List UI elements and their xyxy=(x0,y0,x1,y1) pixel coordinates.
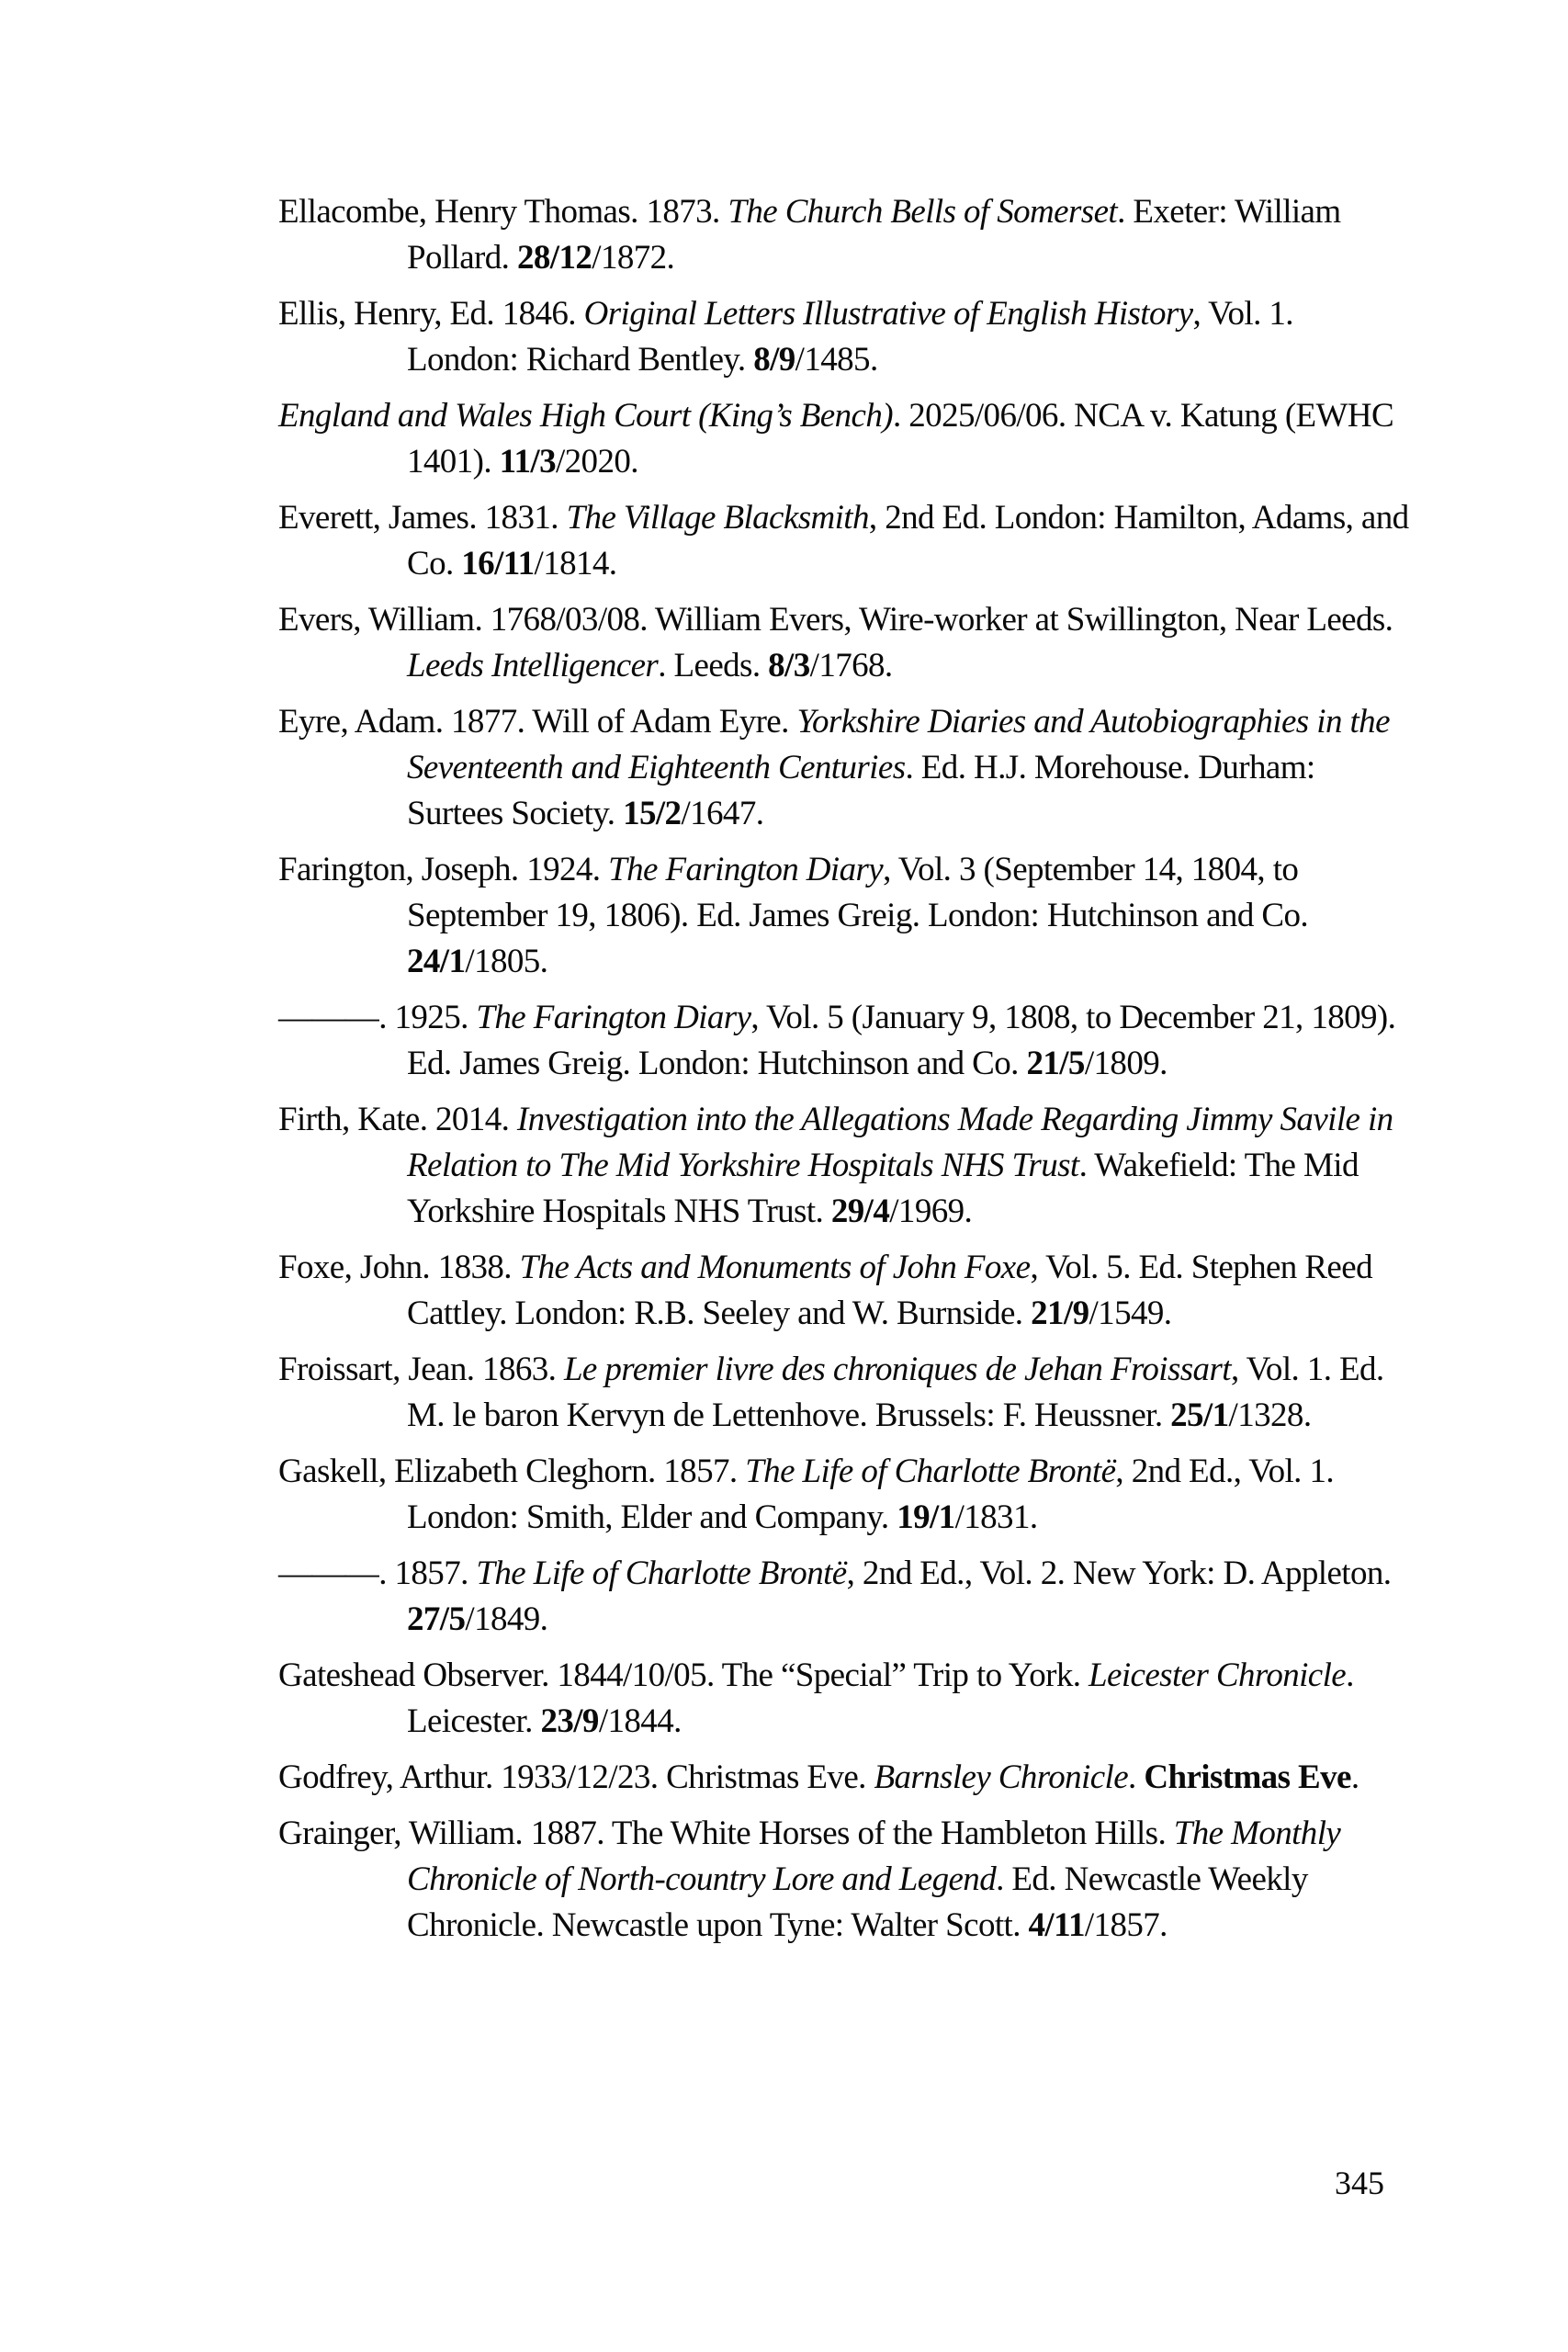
entry-text-segment: 8/3 xyxy=(768,647,810,684)
entry-text-segment: , 2nd Ed., Vol. 2. New York: D. Appleton. xyxy=(846,1555,1392,1592)
entry-text-segment: Grainger, William. 1887. The White Horses of the Hambleton Hills. xyxy=(278,1815,1174,1852)
entry-text-segment: Investigation into the Allegations Made Regarding Jimmy Savile in Relation to The Mid Yorkshire Hospitals NHS Trust xyxy=(407,1101,1393,1184)
entry-text-segment: Foxe, John. 1838. xyxy=(278,1249,520,1286)
entry-text-segment: . Ed. H.J. Morehouse. Durham: Surtees Society. xyxy=(407,749,1315,832)
entry-text-segment: Ellacombe, Henry Thomas. 1873. xyxy=(278,193,728,231)
entry-text-segment: , 2nd Ed., Vol. 1. London: Smith, Elder and Company. xyxy=(407,1453,1335,1536)
entry-text-segment: Leeds Intelligencer xyxy=(407,647,659,684)
entry-text-segment: . Exeter: William Pollard. xyxy=(407,193,1341,277)
bibliography-entry xyxy=(278,291,1410,383)
entry-text-segment: . 2025/06/06. NCA v. Katung (EWHC 1401). xyxy=(407,397,1394,481)
entry-text-segment: , 2nd Ed. London: Hamilton, Adams, and Co. xyxy=(407,499,1409,582)
entry-text-segment: Gateshead Observer. 1844/10/05. The “Special” Trip to York. xyxy=(278,1657,1089,1694)
entry-text-segment: ———. 1857. xyxy=(278,1555,477,1592)
entry-text-segment: 24/1 xyxy=(407,943,466,980)
entry-text-segment: /1328. xyxy=(1228,1396,1312,1434)
page-number: 345 xyxy=(1335,2165,1384,2201)
entry-text-segment: , Vol. 5. Ed. Stephen Reed Cattley. London: R.B. Seeley and W. Burnside. xyxy=(407,1249,1372,1332)
entry-text-segment: 21/9 xyxy=(1031,1295,1089,1332)
entry-text-segment: Everett, James. 1831. xyxy=(278,499,567,537)
entry-text-segment: 28/12 xyxy=(516,239,592,277)
entry-text-segment: Le premier livre des chroniques de Jehan Froissart xyxy=(563,1351,1231,1388)
entry-text-segment: 21/5 xyxy=(1026,1045,1085,1082)
bibliography-entry xyxy=(278,597,1410,689)
entry-text-segment: . Wakefield: The Mid Yorkshire Hospitals NHS Trust. xyxy=(407,1147,1359,1230)
entry-text-segment: Eyre, Adam. 1877. Will of Adam Eyre. xyxy=(278,703,797,741)
bibliography-entry xyxy=(278,189,1410,281)
entry-text-segment: England and Wales High Court (King’s Bench) xyxy=(278,397,893,435)
entry-text-segment: , Vol. 1. Ed. M. le baron Kervyn de Lettenhove. Brussels: F. Heussner. xyxy=(407,1351,1384,1434)
entry-text-segment: Barnsley Chronicle xyxy=(874,1758,1129,1796)
entry-text-segment: 16/11 xyxy=(461,545,535,582)
entry-text-segment: 15/2 xyxy=(623,795,682,832)
bibliography-entry xyxy=(278,699,1410,837)
entry-text-segment: /1768. xyxy=(809,647,893,684)
entry-text-segment: 11/3 xyxy=(499,443,556,481)
entry-text-segment: /1647. xyxy=(681,795,764,832)
entry-text-segment: The Village Blacksmith xyxy=(566,499,869,537)
entry-text-segment: Firth, Kate. 2014. xyxy=(278,1101,517,1138)
entry-text-segment: . Ed. Newcastle Weekly Chronicle. Newcastle upon Tyne: Walter Scott. xyxy=(407,1860,1308,1944)
entry-text-segment: . xyxy=(1350,1758,1359,1796)
entry-text-segment: 25/1 xyxy=(1170,1396,1229,1434)
entry-text-segment: The Life of Charlotte Brontë xyxy=(476,1555,847,1592)
entry-text-segment: 27/5 xyxy=(407,1600,466,1638)
entry-text-segment: 29/4 xyxy=(830,1193,890,1230)
entry-text-segment: /1844. xyxy=(598,1702,682,1740)
bibliography-entry xyxy=(278,995,1410,1087)
bibliography-entry xyxy=(278,1449,1410,1541)
entry-text-segment: /1857. xyxy=(1084,1906,1168,1944)
entry-text-segment: Evers, William. 1768/03/08. William Evers, Wire-worker at Swillington, Near Leeds. xyxy=(278,601,1393,639)
entry-text-segment: /2020. xyxy=(555,443,638,481)
entry-text-segment: Godfrey, Arthur. 1933/12/23. Christmas Eve. xyxy=(278,1758,874,1796)
bibliography-entry xyxy=(278,1097,1410,1235)
entry-text-segment: /1549. xyxy=(1089,1295,1172,1332)
entry-text-segment: , Vol. 5 (January 9, 1808, to December 21, 1809). Ed. James Greig. London: Hutchinson and Co. xyxy=(407,999,1396,1082)
entry-text-segment: The Life of Charlotte Brontë xyxy=(745,1453,1116,1490)
entry-text-segment: The Monthly Chronicle of North-country Lore and Legend xyxy=(407,1815,1341,1898)
entry-text-segment: /1805. xyxy=(465,943,548,980)
entry-text-segment: /1485. xyxy=(795,341,878,379)
bibliography-entry xyxy=(278,1551,1410,1643)
bibliography-entry xyxy=(278,847,1410,985)
bibliography-entry xyxy=(278,1811,1410,1949)
entry-text-segment: Ellis, Henry, Ed. 1846. xyxy=(278,295,584,333)
entry-text-segment: , Vol. 3 (September 14, 1804, to September 19, 1806). Ed. James Greig. London: Hutchinson and Co. xyxy=(407,851,1308,934)
bibliography-entry xyxy=(278,495,1410,587)
entry-text-segment: Farington, Joseph. 1924. xyxy=(278,851,609,888)
entry-text-segment: The Farington Diary xyxy=(608,851,884,888)
entry-text-segment: 4/11 xyxy=(1028,1906,1085,1944)
entry-text-segment: The Farington Diary xyxy=(476,999,751,1036)
bibliography-list xyxy=(278,189,1410,1959)
entry-text-segment: 23/9 xyxy=(540,1702,599,1740)
entry-text-segment: . Leicester. xyxy=(407,1657,1354,1740)
bibliography-entry xyxy=(278,1347,1410,1439)
entry-text-segment: Christmas Eve xyxy=(1144,1758,1351,1796)
entry-text-segment: , Vol. 1. London: Richard Bentley. xyxy=(407,295,1293,379)
entry-text-segment: . xyxy=(1128,1758,1145,1796)
entry-text-segment: Froissart, Jean. 1863. xyxy=(278,1351,564,1388)
entry-text-segment: /1849. xyxy=(465,1600,548,1638)
entry-text-segment: The Church Bells of Somerset xyxy=(728,193,1118,231)
bibliography-entry xyxy=(278,1653,1410,1745)
entry-text-segment: 19/1 xyxy=(897,1498,955,1536)
entry-text-segment: /1809. xyxy=(1084,1045,1168,1082)
entry-text-segment: /1814. xyxy=(534,545,617,582)
entry-text-segment: Yorkshire Diaries and Autobiographies in the Seventeenth and Eighteenth Centuries xyxy=(407,703,1390,786)
bibliography-entry xyxy=(278,1755,1410,1801)
entry-text-segment: Original Letters Illustrative of English History xyxy=(583,295,1193,333)
entry-text-segment: Leicester Chronicle xyxy=(1089,1657,1347,1694)
bibliography-entry xyxy=(278,393,1410,485)
entry-text-segment: . Leeds. xyxy=(658,647,769,684)
bibliography-entry xyxy=(278,1245,1410,1337)
entry-text-segment: /1872. xyxy=(592,239,675,277)
entry-text-segment: The Acts and Monuments of John Foxe xyxy=(519,1249,1031,1286)
entry-text-segment: /1969. xyxy=(889,1193,973,1230)
entry-text-segment: Gaskell, Elizabeth Cleghorn. 1857. xyxy=(278,1453,746,1490)
entry-text-segment: ———. 1925. xyxy=(278,999,477,1036)
entry-text-segment: /1831. xyxy=(954,1498,1038,1536)
entry-text-segment: 8/9 xyxy=(753,341,795,379)
